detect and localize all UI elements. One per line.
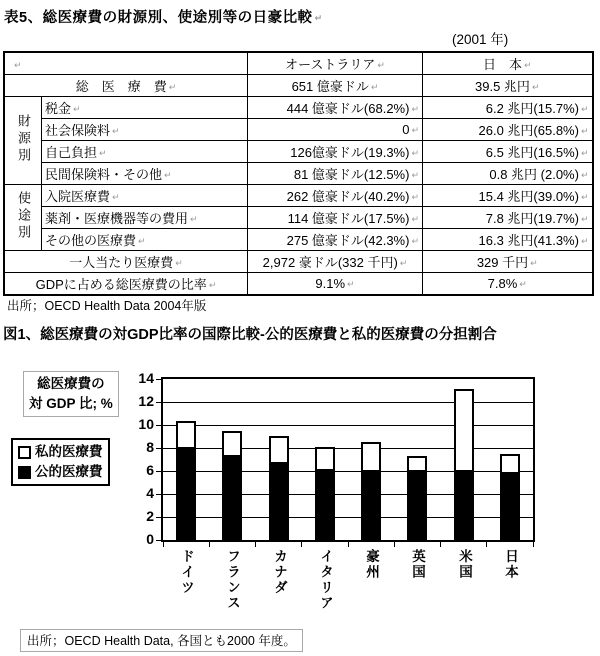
cell-drugs-jp: 7.8 兆円(19.7%) ↵ [423,207,593,229]
y-tick-label: 10 [138,416,154,432]
bar-private-5 [407,456,427,472]
x-category-label: ドイツ [179,549,194,596]
bar-private-3 [315,447,335,471]
x-category-label: カナダ [272,549,287,596]
x-axis-tick [255,542,256,547]
cell-tax-jp: 6.2 兆円(15.7%) ↵ [423,97,593,119]
figure-title: 図1、総医療費の対GDP比率の国際比較-公的医療費と私的医療費の分担割合 [3,327,497,343]
x-axis-tick [348,542,349,547]
row-label-total: 総 医 療 費 ↵ [4,75,248,97]
bar-public-5 [407,472,427,540]
gridline [163,494,533,495]
y-tick-label: 8 [146,439,154,455]
y-axis-tick [156,425,163,426]
cell-self-pay-aus: 126億豪ドル(19.3%) ↵ [248,141,423,163]
bar-private-4 [361,442,381,472]
row-label-gdp-ratio: GDPに占める総医療費の比率 ↵ [4,273,248,296]
row-label-private-insurance: 民間保険料・その他 ↵ [42,163,248,185]
bar-public-4 [361,472,381,540]
cell-total-aus: 651 億豪ドル ↵ [248,75,423,97]
bar-private-2 [269,436,289,464]
gridline [163,425,533,426]
x-axis-tick [440,542,441,547]
y-tick-label: 12 [138,393,154,409]
gridline [163,448,533,449]
bar-private-7 [500,454,520,474]
bar-public-1 [222,457,242,540]
group-label-use-category: 使途別 [4,185,42,251]
x-category-label: 日本 [503,549,518,580]
cell-social-jp: 26.0 兆円(65.8%) ↵ [423,119,593,141]
x-category-label: 豪州 [364,549,379,580]
gridline [163,471,533,472]
y-axis-title-line1: 総医療費の [37,376,105,391]
x-category-label: 英国 [410,549,425,580]
legend-label-public: 公的医療費 [35,464,103,479]
group-label-funding-source: 財源別 [4,97,42,185]
col-header-australia: オーストラリア ↵ [248,52,423,75]
cell-other-aus: 275 億豪ドル(42.3%) ↵ [248,229,423,251]
y-tick-label: 14 [138,370,154,386]
x-axis-tick [486,542,487,547]
x-axis-tick [394,542,395,547]
y-tick-label: 2 [146,508,154,524]
bar-public-7 [500,474,520,540]
y-tick-label: 6 [146,462,154,478]
bar-private-1 [222,431,242,457]
cell-inpatient-jp: 15.4 兆円(39.0%) ↵ [423,185,593,207]
y-axis-tick [156,517,163,518]
bar-public-6 [454,472,474,540]
y-axis-tick [156,471,163,472]
y-tick-label: 4 [146,485,154,501]
cell-per-capita-aus: 2,972 豪ドル(332 千円) ↵ [248,251,423,273]
row-label-inpatient: 入院医療費 ↵ [42,185,248,207]
row-label-tax: 税金 ↵ [42,97,248,119]
cell-gdp-ratio-aus: 9.1% ↵ [248,273,423,296]
x-category-label: イタリア [318,549,333,611]
bar-public-0 [176,449,196,540]
cell-other-jp: 16.3 兆円(41.3%) ↵ [423,229,593,251]
bar-public-3 [315,471,335,540]
cell-private-insurance-aus: 81 億豪ドル(12.5%) ↵ [248,163,423,185]
bar-private-6 [454,389,474,472]
row-label-per-capita: 一人当たり医療費 ↵ [4,251,248,273]
x-axis-tick [163,542,164,547]
legend-label-private: 私的医療費 [35,444,103,459]
table-title: 表5、総医療費の財源別、使途別等の日豪比較 ↵ [4,6,323,27]
y-axis-tick [156,540,163,541]
cell-per-capita-jp: 329 千円 ↵ [423,251,593,273]
cell-private-insurance-jp: 0.8 兆円 (2.0%) ↵ [423,163,593,185]
y-axis-tick [156,379,163,380]
y-axis-tick [156,494,163,495]
x-category-label: フランス [225,549,240,611]
y-axis-tick [156,448,163,449]
bar-private-0 [176,421,196,449]
cell-total-jp: 39.5 兆円 ↵ [423,75,593,97]
x-axis-tick [301,542,302,547]
bar-public-2 [269,464,289,540]
cell-social-aus: 0 ↵ [248,119,423,141]
gridline [163,402,533,403]
gridline [163,517,533,518]
y-axis-tick [156,402,163,403]
row-label-other-medical: その他の医療費 ↵ [42,229,248,251]
row-label-social-insurance: 社会保険料 ↵ [42,119,248,141]
col-header-japan: 日 本 ↵ [423,52,593,75]
cell-drugs-aus: 114 億豪ドル(17.5%) ↵ [248,207,423,229]
row-label-drugs-devices: 薬剤・医療機器等の費用 ↵ [42,207,248,229]
y-axis-title-line2: 対 GDP 比; % [29,396,113,411]
cell-tax-aus: 444 億豪ドル(68.2%) ↵ [248,97,423,119]
cell-gdp-ratio-jp: 7.8% ↵ [423,273,593,296]
x-category-label: 米国 [457,549,472,580]
row-label-self-pay: 自己負担 ↵ [42,141,248,163]
cell-inpatient-aus: 262 億豪ドル(40.2%) ↵ [248,185,423,207]
table-source-note: 出所；OECD Health Data 2004年版 [7,299,207,313]
x-axis-tick [533,542,534,547]
cell-self-pay-jp: 6.5 兆円(16.5%) ↵ [423,141,593,163]
y-tick-label: 0 [146,531,154,547]
year-note: (2001 年) [452,32,509,47]
x-axis-tick [209,542,210,547]
figure-source-note: 出所；OECD Health Data, 各国とも2000 年度。 [20,629,303,652]
